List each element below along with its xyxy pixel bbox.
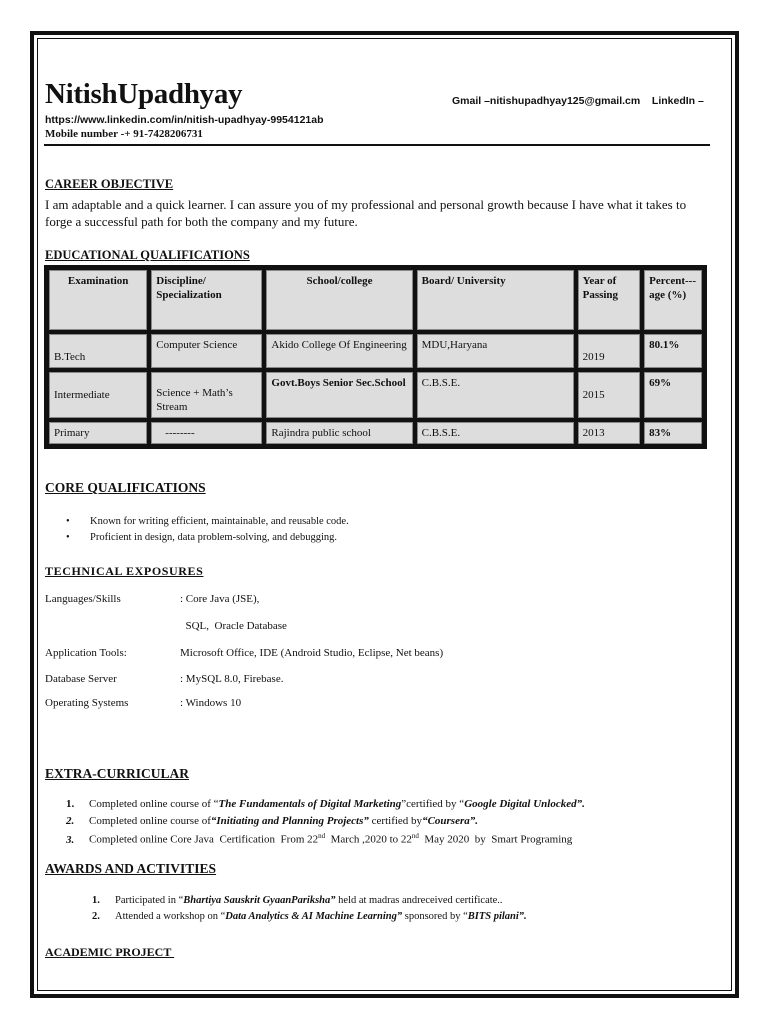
- list-item: [66, 832, 572, 846]
- list-item: [66, 516, 349, 527]
- text: Attended a workshop on “: [115, 911, 226, 922]
- cell: --------: [149, 420, 264, 446]
- list-item-text: Known for writing efficient, maintainable, and reusable code.: [90, 516, 349, 527]
- text: March ,2020 to 22: [325, 833, 412, 846]
- education-heading: EDUCATIONAL QUALIFICATIONS: [45, 248, 250, 262]
- cell: Akido College Of Engineering: [264, 332, 414, 370]
- superscript: nd: [318, 832, 326, 840]
- list-item: [66, 798, 585, 810]
- text: held at madras andreceived certificate..: [335, 895, 503, 906]
- education-table: [44, 265, 707, 449]
- text: ”.: [576, 798, 585, 810]
- list-item: [92, 911, 527, 922]
- gmail: Gmail –nitishupadhyay125@gmail.cm: [452, 95, 641, 107]
- cell: 80.1%: [642, 332, 704, 370]
- list-item: [66, 532, 337, 543]
- text: Data Analytics & AI Machine Learning”: [225, 911, 403, 922]
- header-divider: [44, 144, 710, 146]
- item-number: 2.: [92, 911, 100, 922]
- cell: Rajindra public school: [264, 420, 414, 446]
- career-objective-text: I am adaptable and a quick learner. I can assure you of my professional and personal growth because I have what it takes to forge a successful path for both the company and my future.: [45, 197, 687, 229]
- text: Completed online Core Java Certification From 22: [89, 833, 319, 846]
- table-row: [47, 370, 704, 420]
- academic-project-heading: ACADEMIC PROJECT: [45, 945, 175, 959]
- skill-value: : MySQL 8.0, Firebase.: [180, 673, 284, 685]
- cell: 2013: [576, 420, 643, 446]
- cell: Intermediate: [47, 370, 149, 420]
- cell: 69%: [642, 370, 704, 420]
- text: Completed online course of “: [89, 798, 219, 810]
- text: sponsored by “: [402, 911, 468, 922]
- cell: 83%: [642, 420, 704, 446]
- text: Google Digital Unlocked: [464, 798, 577, 810]
- item-number: 1.: [66, 798, 75, 810]
- extra-curricular-heading: EXTRA-CURRICULAR: [45, 766, 190, 781]
- cell: C.B.S.E.: [415, 420, 576, 446]
- text: BITS pilani”.: [467, 911, 527, 922]
- cell: 2019: [576, 332, 643, 370]
- skill-label: Languages/Skills: [45, 593, 121, 605]
- skill-value: : Core Java (JSE),: [180, 593, 260, 605]
- cell: 2015: [576, 370, 643, 420]
- cell: C.B.S.E.: [415, 370, 576, 420]
- text: ”certified by “: [401, 798, 465, 810]
- item-number: 1.: [92, 895, 100, 906]
- linkedin-label: LinkedIn –: [651, 95, 704, 107]
- skill-value: SQL, Oracle Database: [180, 620, 287, 632]
- list-item-text: Proficient in design, data problem-solving, and debugging.: [90, 532, 337, 543]
- table-row: [47, 332, 704, 370]
- header-cell: Board/ University: [415, 268, 576, 332]
- skill-label: Database Server: [45, 673, 117, 685]
- cell: Primary: [47, 420, 149, 446]
- technical-heading: TECHNICAL EXPOSURES: [45, 564, 204, 578]
- awards-heading: AWARDS AND ACTIVITIES: [45, 861, 217, 876]
- header-cell: Examination: [47, 268, 149, 332]
- cell: Govt.Boys Senior Sec.School: [264, 370, 414, 420]
- core-qualifications-heading: CORE QUALIFICATIONS: [45, 480, 206, 495]
- mobile-number: Mobile number -+ 91-7428206731: [45, 128, 203, 140]
- contact-line: [452, 95, 704, 107]
- cell: Computer Science: [149, 332, 264, 370]
- text: The Fundamentals of Digital Marketing: [218, 798, 402, 810]
- skill-value: Microsoft Office, IDE (Android Studio, Eclipse, Net beans): [180, 647, 444, 659]
- item-number: 2.: [66, 815, 75, 827]
- header-cell: School/college: [264, 268, 414, 332]
- superscript: nd: [411, 832, 419, 840]
- header-cell: Percent---age (%): [642, 268, 704, 332]
- table-row: [47, 420, 704, 446]
- cell: B.Tech: [47, 332, 149, 370]
- text: Completed online course of: [89, 815, 211, 827]
- text: “Initiating and Planning Projects”: [210, 815, 369, 827]
- table-header-row: [47, 268, 704, 332]
- skill-label: Operating Systems: [45, 697, 129, 709]
- list-item: [66, 815, 478, 827]
- header-cell: Discipline/ Specialization: [149, 268, 264, 332]
- cell: MDU,Haryana: [415, 332, 576, 370]
- skill-value: : Windows 10: [180, 697, 242, 709]
- text: certified by: [368, 815, 423, 827]
- candidate-name: NitishUpadhyay: [45, 78, 243, 110]
- linkedin-url[interactable]: https://www.linkedin.com/in/nitish-upadhyay-9954121ab: [45, 114, 324, 126]
- text: “Coursera”.: [422, 815, 478, 827]
- text: Participated in “: [115, 895, 184, 906]
- header-cell: Year of Passing: [576, 268, 643, 332]
- career-objective-heading: CAREER OBJECTIVE: [45, 177, 174, 191]
- list-item: [92, 895, 503, 906]
- skill-label: Application Tools:: [45, 647, 127, 659]
- item-number: 3.: [66, 833, 75, 846]
- text: Bhartiya Sauskrit GyaanPariksha”: [183, 895, 336, 906]
- text: May 2020 by Smart Programing: [418, 833, 573, 846]
- cell: Science + Math’s Stream: [149, 370, 264, 420]
